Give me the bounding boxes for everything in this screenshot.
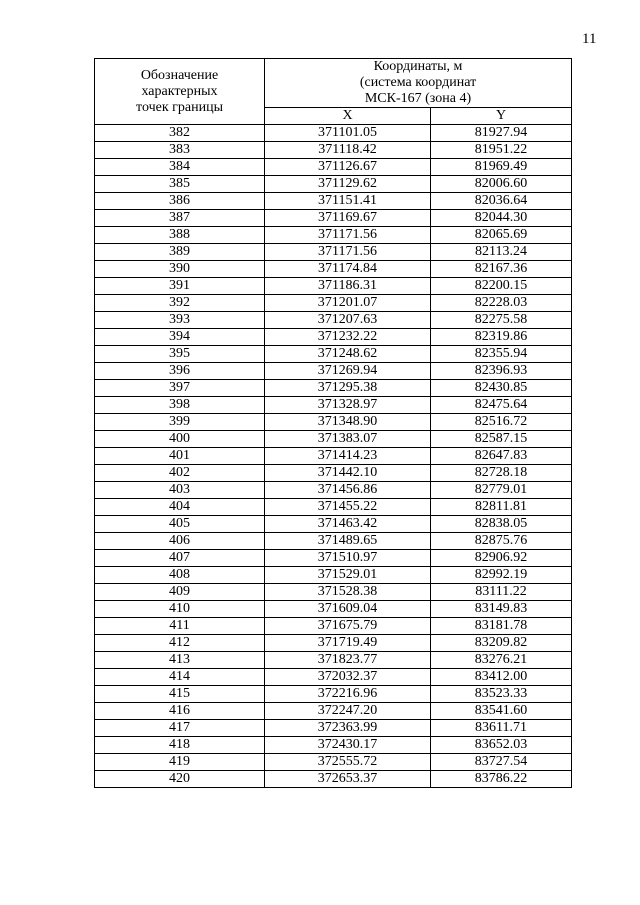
table-row (95, 176, 572, 193)
y-coordinate-cell: 82065.69 (431, 227, 572, 244)
point-id-cell: 383 (95, 142, 265, 159)
y-coordinate-cell: 82779.01 (431, 482, 572, 499)
point-id-cell: 389 (95, 244, 265, 261)
y-coordinate-cell: 83786.22 (431, 771, 572, 788)
y-coordinate-cell: 82319.86 (431, 329, 572, 346)
y-coordinate-cell: 82516.72 (431, 414, 572, 431)
point-id-cell: 419 (95, 754, 265, 771)
table-row (95, 771, 572, 788)
y-coordinate-cell: 82355.94 (431, 346, 572, 363)
y-coordinate-cell: 83611.71 (431, 720, 572, 737)
x-coordinate-cell: 371455.22 (265, 499, 431, 516)
table-row (95, 125, 572, 142)
y-coordinate-cell: 81951.22 (431, 142, 572, 159)
x-coordinate-cell: 371348.90 (265, 414, 431, 431)
x-coordinate-cell: 371171.56 (265, 227, 431, 244)
point-id-cell: 411 (95, 618, 265, 635)
x-coordinate-cell: 371529.01 (265, 567, 431, 584)
point-id-cell: 400 (95, 431, 265, 448)
point-id-cell: 414 (95, 669, 265, 686)
x-coordinate-cell: 372032.37 (265, 669, 431, 686)
point-id-cell: 415 (95, 686, 265, 703)
x-coordinate-cell: 371295.38 (265, 380, 431, 397)
table-row (95, 295, 572, 312)
x-coordinate-cell: 371719.49 (265, 635, 431, 652)
y-coordinate-cell: 82228.03 (431, 295, 572, 312)
point-id-cell: 405 (95, 516, 265, 533)
table-row (95, 312, 572, 329)
point-id-cell: 398 (95, 397, 265, 414)
x-coordinate-cell: 371414.23 (265, 448, 431, 465)
point-id-cell: 402 (95, 465, 265, 482)
x-coordinate-cell: 371129.62 (265, 176, 431, 193)
table-row (95, 363, 572, 380)
table-row (95, 431, 572, 448)
x-coordinate-cell: 371328.97 (265, 397, 431, 414)
point-id-cell: 385 (95, 176, 265, 193)
point-id-cell: 392 (95, 295, 265, 312)
point-id-cell: 420 (95, 771, 265, 788)
point-id-cell: 386 (95, 193, 265, 210)
point-id-cell: 416 (95, 703, 265, 720)
y-coordinate-cell: 82396.93 (431, 363, 572, 380)
point-id-cell: 391 (95, 278, 265, 295)
y-coordinate-cell: 82992.19 (431, 567, 572, 584)
table-row (95, 346, 572, 363)
x-coordinate-cell: 371186.31 (265, 278, 431, 295)
point-id-cell: 408 (95, 567, 265, 584)
x-coordinate-cell: 371232.22 (265, 329, 431, 346)
point-id-cell: 397 (95, 380, 265, 397)
x-coordinate-cell: 371823.77 (265, 652, 431, 669)
point-id-cell: 413 (95, 652, 265, 669)
x-coordinate-cell: 371442.10 (265, 465, 431, 482)
table-row (95, 414, 572, 431)
table-row (95, 720, 572, 737)
table-row (95, 533, 572, 550)
x-coordinate-cell: 372247.20 (265, 703, 431, 720)
table-row (95, 142, 572, 159)
x-coordinate-cell: 371201.07 (265, 295, 431, 312)
x-coordinate-cell: 371171.56 (265, 244, 431, 261)
y-coordinate-cell: 82811.81 (431, 499, 572, 516)
x-coordinate-cell: 371174.84 (265, 261, 431, 278)
table-row (95, 482, 572, 499)
y-coordinate-cell: 83652.03 (431, 737, 572, 754)
y-coordinate-cell: 82036.64 (431, 193, 572, 210)
table-row (95, 584, 572, 601)
x-coordinate-cell: 371207.63 (265, 312, 431, 329)
point-id-cell: 407 (95, 550, 265, 567)
point-id-cell: 396 (95, 363, 265, 380)
y-column-header: Y (431, 108, 572, 125)
table-row (95, 737, 572, 754)
y-coordinate-cell: 82475.64 (431, 397, 572, 414)
x-coordinate-cell: 371383.07 (265, 431, 431, 448)
x-coordinate-cell: 371151.41 (265, 193, 431, 210)
point-id-cell: 406 (95, 533, 265, 550)
x-coordinate-cell: 371169.67 (265, 210, 431, 227)
y-coordinate-cell: 82200.15 (431, 278, 572, 295)
y-coordinate-cell: 82728.18 (431, 465, 572, 482)
table-row (95, 499, 572, 516)
table-row (95, 652, 572, 669)
y-coordinate-cell: 83181.78 (431, 618, 572, 635)
y-coordinate-cell: 82838.05 (431, 516, 572, 533)
y-coordinate-cell: 81969.49 (431, 159, 572, 176)
table-row (95, 227, 572, 244)
y-coordinate-cell: 83541.60 (431, 703, 572, 720)
table-row (95, 261, 572, 278)
table-row (95, 193, 572, 210)
x-coordinate-cell: 371269.94 (265, 363, 431, 380)
table-row (95, 618, 572, 635)
x-coordinate-cell: 371528.38 (265, 584, 431, 601)
table-row (95, 465, 572, 482)
y-coordinate-cell: 82006.60 (431, 176, 572, 193)
y-coordinate-cell: 82113.24 (431, 244, 572, 261)
point-name-header: Обозначение характерных точек границы (95, 59, 265, 125)
point-id-cell: 390 (95, 261, 265, 278)
point-id-cell: 418 (95, 737, 265, 754)
y-coordinate-cell: 83149.83 (431, 601, 572, 618)
y-coordinate-cell: 83523.33 (431, 686, 572, 703)
point-id-cell: 388 (95, 227, 265, 244)
point-id-cell: 404 (95, 499, 265, 516)
y-coordinate-cell: 83276.21 (431, 652, 572, 669)
y-coordinate-cell: 82587.15 (431, 431, 572, 448)
x-coordinate-cell: 371609.04 (265, 601, 431, 618)
point-id-cell: 395 (95, 346, 265, 363)
point-id-cell: 394 (95, 329, 265, 346)
table-row (95, 448, 572, 465)
y-coordinate-cell: 83412.00 (431, 669, 572, 686)
table-row (95, 278, 572, 295)
table-row (95, 210, 572, 227)
point-id-cell: 387 (95, 210, 265, 227)
x-coordinate-cell: 371456.86 (265, 482, 431, 499)
point-id-cell: 399 (95, 414, 265, 431)
y-coordinate-cell: 82167.36 (431, 261, 572, 278)
coordinates-header: Координаты, м (система координат МСК-167 (зона 4) (265, 59, 572, 108)
table-body (95, 125, 572, 788)
table-row (95, 635, 572, 652)
point-id-cell: 393 (95, 312, 265, 329)
x-coordinate-cell: 371248.62 (265, 346, 431, 363)
page-number: 11 (582, 31, 597, 47)
point-id-cell: 417 (95, 720, 265, 737)
x-coordinate-cell: 372363.99 (265, 720, 431, 737)
x-coordinate-cell: 371675.79 (265, 618, 431, 635)
table-row (95, 703, 572, 720)
point-id-cell: 409 (95, 584, 265, 601)
point-id-cell: 401 (95, 448, 265, 465)
table-row (95, 380, 572, 397)
x-coordinate-cell: 372430.17 (265, 737, 431, 754)
point-id-cell: 410 (95, 601, 265, 618)
point-id-cell: 384 (95, 159, 265, 176)
y-coordinate-cell: 83727.54 (431, 754, 572, 771)
x-coordinate-cell: 372555.72 (265, 754, 431, 771)
x-coordinate-cell: 371489.65 (265, 533, 431, 550)
y-coordinate-cell: 82875.76 (431, 533, 572, 550)
table-row (95, 516, 572, 533)
x-coordinate-cell: 371118.42 (265, 142, 431, 159)
y-coordinate-cell: 83111.22 (431, 584, 572, 601)
table-row (95, 159, 572, 176)
y-coordinate-cell: 83209.82 (431, 635, 572, 652)
table-row (95, 601, 572, 618)
y-coordinate-cell: 82430.85 (431, 380, 572, 397)
x-coordinate-cell: 371463.42 (265, 516, 431, 533)
x-column-header: X (265, 108, 431, 125)
point-id-cell: 382 (95, 125, 265, 142)
x-coordinate-cell: 372216.96 (265, 686, 431, 703)
y-coordinate-cell: 82275.58 (431, 312, 572, 329)
y-coordinate-cell: 81927.94 (431, 125, 572, 142)
x-coordinate-cell: 371126.67 (265, 159, 431, 176)
table-row (95, 550, 572, 567)
table-row (95, 754, 572, 771)
x-coordinate-cell: 372653.37 (265, 771, 431, 788)
table-row (95, 567, 572, 584)
y-coordinate-cell: 82906.92 (431, 550, 572, 567)
table-row (95, 669, 572, 686)
point-id-cell: 403 (95, 482, 265, 499)
coordinates-table (94, 58, 572, 788)
point-id-cell: 412 (95, 635, 265, 652)
table-row (95, 686, 572, 703)
table-row (95, 329, 572, 346)
x-coordinate-cell: 371101.05 (265, 125, 431, 142)
y-coordinate-cell: 82044.30 (431, 210, 572, 227)
x-coordinate-cell: 371510.97 (265, 550, 431, 567)
table-row (95, 397, 572, 414)
y-coordinate-cell: 82647.83 (431, 448, 572, 465)
table-row (95, 244, 572, 261)
